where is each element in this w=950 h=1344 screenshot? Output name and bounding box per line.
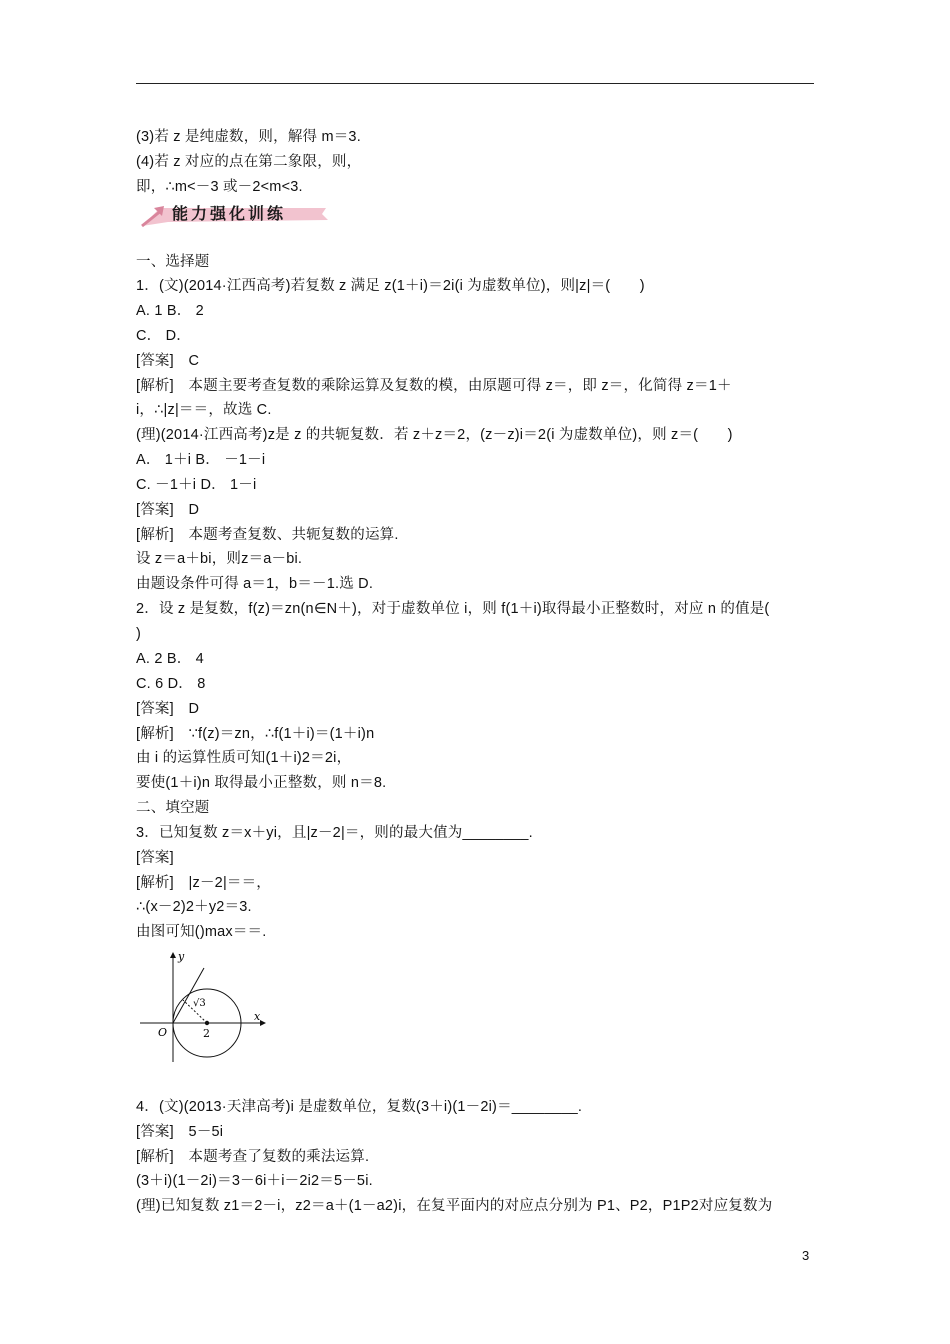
analysis-line: 由题设条件可得 a＝1，b＝－1.选 D. xyxy=(136,576,374,592)
option-line: A． 1＋i B． －1－i xyxy=(136,452,266,468)
question-line: (理)已知复数 z1＝2－i，z2＝a＋(1－a2)i，在复平面内的对应点分别为 P1、P2，P1P2对应复数为 xyxy=(136,1198,773,1214)
answer-line: [答案] xyxy=(136,850,174,866)
option-line: C． D． xyxy=(136,328,191,344)
analysis-line: [解析] 本题考查了复数的乘法运算. xyxy=(136,1149,370,1165)
analysis-line: ∴(x－2)2＋y2＝3. xyxy=(136,899,252,915)
analysis-line: [解析] ∵f(z)＝zn，∴f(1＋i)＝(1＋i)n xyxy=(136,726,375,742)
question-line: ) xyxy=(136,626,142,642)
analysis-line: [解析] 本题主要考查复数的乘除运算及复数的模，由原题可得 z＝，即 z＝，化简得 z＝1＋ xyxy=(136,378,732,394)
text-line: (3)若 z 是纯虚数，则，解得 m＝3. xyxy=(136,129,361,145)
option-line: C. －1＋i D． 1－i xyxy=(136,477,257,493)
center-point xyxy=(205,1021,209,1025)
circle-figure xyxy=(136,950,266,1066)
text-line: 即，∴m<－3 或－2<m<3. xyxy=(136,179,303,195)
answer-line: [答案] D xyxy=(136,502,200,518)
analysis-line: [解析] 本题考查复数、共轭复数的运算. xyxy=(136,527,399,543)
page-number: 3 xyxy=(802,1248,810,1263)
section-heading: 二、填空题 xyxy=(136,800,210,816)
y-label: y xyxy=(178,950,185,963)
origin-label: O xyxy=(158,1026,168,1039)
analysis-line: (3＋i)(1－2i)＝3－6i＋i－2i2＝5－5i. xyxy=(136,1173,373,1189)
text-line: (4)若 z 对应的点在第二象限，则， xyxy=(136,154,362,170)
x-arrow-icon xyxy=(260,1020,266,1026)
section-banner xyxy=(138,200,330,228)
option-line: A. 1 B． 2 xyxy=(136,303,204,319)
header-rule xyxy=(136,83,814,84)
question-line: (理)(2014·江西高考)z是 z 的共轭复数．若 z＋z＝2，(z－z)i＝2(i 为虚数单位)，则 z＝( ) xyxy=(136,427,733,443)
question-line: 1．(文)(2014·江西高考)若复数 z 满足 z(1＋i)＝2i(i 为虚数单位)，则|z|＝( ) xyxy=(136,278,645,294)
answer-line: [答案] C xyxy=(136,353,200,369)
center-label: 2 xyxy=(203,1027,210,1040)
analysis-line: [解析] |z－2|＝＝， xyxy=(136,875,272,891)
answer-line: [答案] D xyxy=(136,701,200,717)
section-heading: 一、选择题 xyxy=(136,254,210,270)
answer-line: [答案] 5－5i xyxy=(136,1124,224,1140)
y-arrow-icon xyxy=(170,952,176,958)
banner-title: 能力强化训练 xyxy=(172,204,287,223)
question-line: 4．(文)(2013·天津高考)i 是虚数单位，复数(3＋i)(1－2i)＝________. xyxy=(136,1099,583,1115)
analysis-line: 要使(1＋i)n 取得最小正整数，则 n＝8. xyxy=(136,775,387,791)
analysis-line: 由图可知()max＝＝. xyxy=(136,924,267,940)
tangent-line xyxy=(173,968,204,1023)
analysis-line: i，∴|z|＝＝，故选 C. xyxy=(136,402,272,418)
option-line: C. 6 D． 8 xyxy=(136,676,206,692)
x-label: x xyxy=(254,1010,261,1023)
question-line: 2．设 z 是复数，f(z)＝zn(n∈N＋)，对于虚数单位 i，则 f(1＋i)取得最小正整数时，对应 n 的值是( xyxy=(136,601,770,617)
analysis-line: 由 i 的运算性质可知(1＋i)2＝2i， xyxy=(136,750,352,766)
analysis-line: 设 z＝a＋bi，则z＝a－bi. xyxy=(136,551,303,567)
radius-label: √3 xyxy=(193,998,206,1009)
question-line: 3．已知复数 z＝x＋yi，且|z－2|＝，则的最大值为________. xyxy=(136,825,533,841)
option-line: A. 2 B． 4 xyxy=(136,651,204,667)
